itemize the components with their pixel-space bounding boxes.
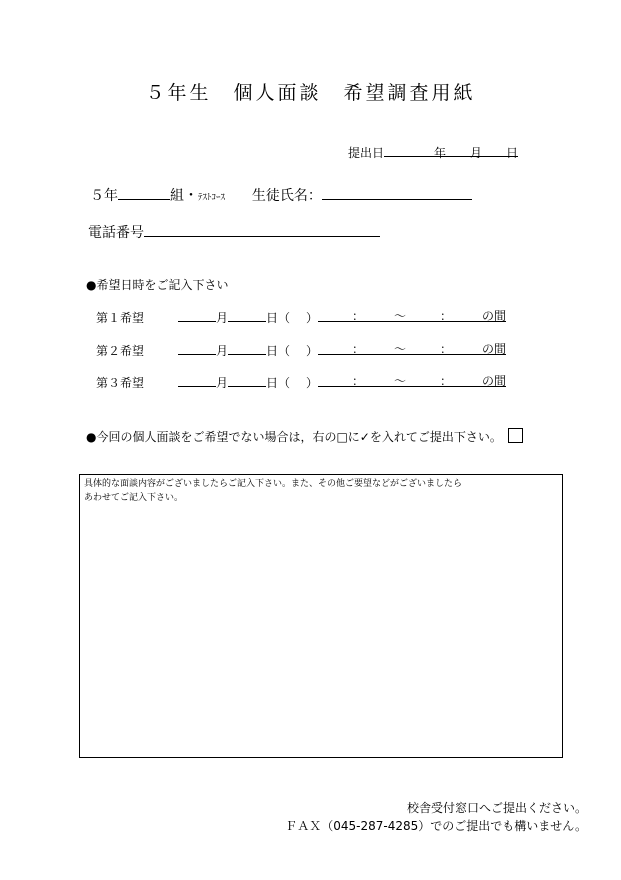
comment-instruction-line1: 具体的な面談内容がございましたらご記入下さい。また、その他ご要望などがございましたら <box>84 479 463 489</box>
footer-submit-note: 校舎受付窓口へご提出ください。 <box>406 801 587 815</box>
pref3-month-field[interactable] <box>178 374 216 387</box>
pref2-time-field[interactable]: ： ～ ： の間 <box>318 342 506 355</box>
preference-label: 第１希望 <box>96 311 145 325</box>
opt-out-notice <box>86 428 523 445</box>
pref2-day-field[interactable] <box>228 342 266 355</box>
preference-label: 第２希望 <box>96 344 145 358</box>
page-title: ５年生 個人面談 希望調査用紙 <box>145 82 476 104</box>
preference-row: 第３希望 月 日（ ） ： ～ ： の間 <box>96 374 507 390</box>
preference-row: 第１希望 月 日（ ） ： ～ ： の間 <box>96 309 507 325</box>
student-name-field[interactable] <box>322 185 472 200</box>
pref1-day-field[interactable] <box>228 309 266 322</box>
submission-day-field[interactable] <box>482 144 506 157</box>
pref3-day-field[interactable] <box>228 374 266 387</box>
submission-month-label: 月 <box>470 146 483 160</box>
submission-date <box>348 144 518 161</box>
pref1-month-field[interactable] <box>178 309 216 322</box>
phone-label: 電話番号 <box>88 225 144 241</box>
student-info <box>90 185 472 205</box>
student-name-label: 生徒氏名： <box>251 188 322 204</box>
submission-label: 提出日 <box>348 146 385 160</box>
submission-month-field[interactable] <box>446 144 470 157</box>
preference-row: 第２希望 月 日（ ） ： ～ ： の間 <box>96 342 507 358</box>
submission-day-label: 日 <box>506 146 519 160</box>
comment-box[interactable] <box>79 474 563 758</box>
pref1-time-field[interactable]: ： ～ ： の間 <box>318 309 506 322</box>
pref3-time-field[interactable]: ： ～ ： の間 <box>318 374 506 387</box>
pref2-month-field[interactable] <box>178 342 216 355</box>
comment-instruction-line2: あわせてご記入下さい。 <box>84 493 184 503</box>
footer-fax-note: ＦＡＸ（045-287-4285）でのご提出でも構いません。 <box>285 819 587 833</box>
section-heading: ●希望日時をご記入下さい <box>86 278 229 292</box>
submission-year-field[interactable] <box>384 144 434 157</box>
phone-field[interactable] <box>144 222 380 237</box>
class-suffix: 組・ <box>170 188 198 204</box>
submission-year-label: 年 <box>434 146 447 160</box>
course-name: ﾃｽﾄｺｰｽ <box>198 193 226 203</box>
class-field[interactable] <box>118 185 170 200</box>
preference-label: 第３希望 <box>96 376 145 390</box>
grade-label: ５年 <box>90 188 118 204</box>
opt-out-checkbox[interactable] <box>508 428 523 443</box>
opt-out-text: ●今回の個人面談をご希望でない場合は，右の□に✓を入れてご提出下さい。 <box>86 430 502 444</box>
phone-row <box>88 222 380 242</box>
